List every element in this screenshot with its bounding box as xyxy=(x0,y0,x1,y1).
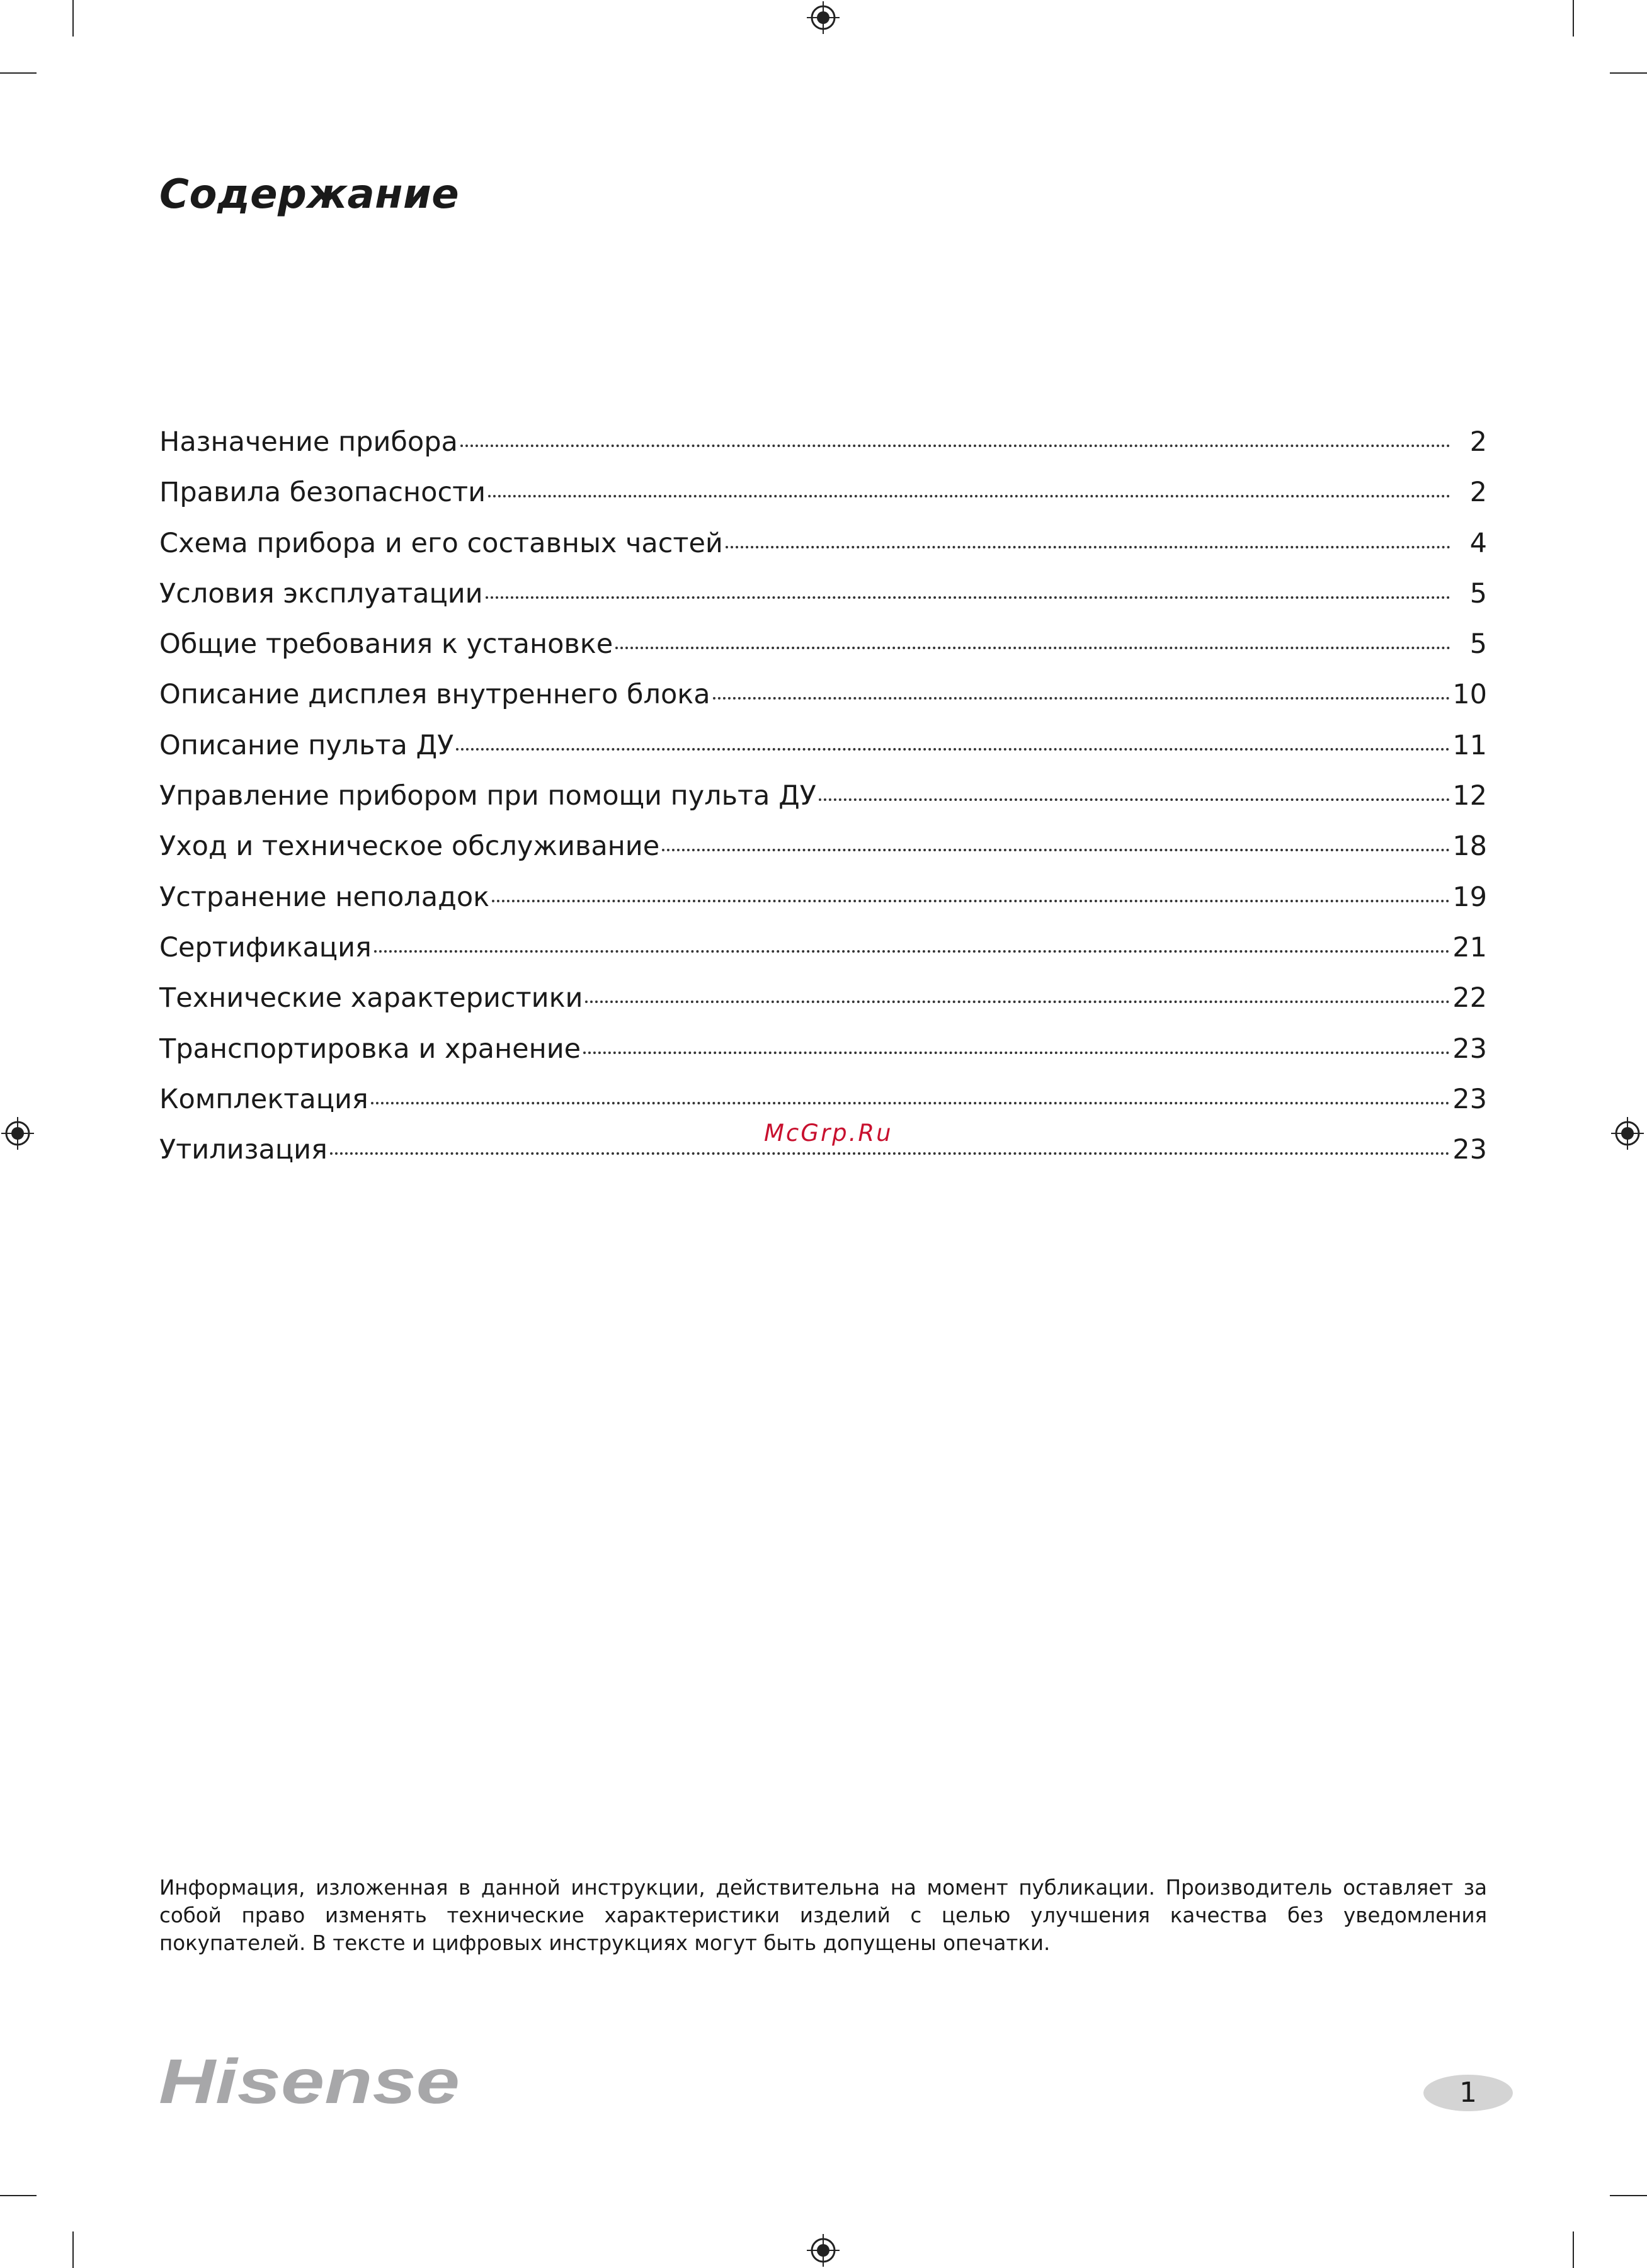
toc-entry-label: Транспортировка и хранение xyxy=(159,1033,581,1065)
toc-leader-dots xyxy=(330,1152,1450,1155)
toc-leader-dots xyxy=(819,798,1450,801)
page-number-badge xyxy=(1423,2075,1513,2111)
toc-entry[interactable] xyxy=(159,569,1487,619)
toc-leader-dots xyxy=(460,445,1450,447)
toc-leader-dots xyxy=(456,748,1450,751)
toc-entry-label: Условия эксплуатации xyxy=(159,577,483,610)
toc-leader-dots xyxy=(713,697,1450,700)
crop-mark xyxy=(1573,2231,1574,2268)
toc-entry-page: 5 xyxy=(1469,577,1487,610)
toc-entry-label: Общие требования к установке xyxy=(159,628,613,661)
toc-entry-label: Управление прибором при помощи пульта ДУ xyxy=(159,780,816,812)
toc-entry-label: Утилизация xyxy=(159,1134,328,1166)
toc-entry-label: Технические характеристики xyxy=(159,982,583,1014)
registration-mark-icon xyxy=(1610,1116,1645,1151)
watermark: McGrp.Ru xyxy=(764,1120,893,1147)
toc-entry[interactable] xyxy=(159,467,1487,518)
toc-leader-dots xyxy=(492,900,1450,902)
toc-entry-label: Устранение неполадок xyxy=(159,881,490,913)
toc-leader-dots xyxy=(615,647,1450,649)
toc-entry-page: 4 xyxy=(1469,527,1487,559)
crop-mark xyxy=(72,2231,74,2268)
crop-mark xyxy=(1610,72,1647,74)
crop-mark xyxy=(1573,0,1574,37)
toc-entry-label: Сертификация xyxy=(159,931,372,963)
toc-entry-page: 2 xyxy=(1469,426,1487,458)
toc-entry[interactable] xyxy=(159,922,1487,973)
page-number: 1 xyxy=(1459,2077,1477,2109)
toc-entry-page: 12 xyxy=(1452,780,1487,812)
toc-leader-dots xyxy=(662,849,1450,851)
toc-entry-page: 23 xyxy=(1452,1134,1487,1166)
toc-entry[interactable] xyxy=(159,518,1487,569)
toc-entry[interactable] xyxy=(159,771,1487,821)
toc-entry-page: 23 xyxy=(1452,1033,1487,1065)
toc-entry-page: 5 xyxy=(1469,628,1487,661)
crop-mark xyxy=(0,72,37,74)
toc-entry-page: 2 xyxy=(1469,477,1487,509)
toc-entry-page: 23 xyxy=(1452,1083,1487,1115)
registration-mark-icon xyxy=(806,2233,841,2268)
crop-mark xyxy=(0,2195,37,2196)
toc-entry-label: Комплектация xyxy=(159,1083,368,1115)
registration-mark-icon xyxy=(0,1116,35,1151)
registration-mark-icon xyxy=(806,0,841,35)
toc-leader-dots xyxy=(583,1052,1450,1054)
toc-leader-dots xyxy=(726,546,1450,548)
toc-entry-label: Описание дисплея внутреннего блока xyxy=(159,679,710,711)
toc-leader-dots xyxy=(486,596,1450,599)
table-of-contents xyxy=(159,417,1487,1175)
toc-entry-label: Описание пульта ДУ xyxy=(159,729,454,761)
page-title: Содержание xyxy=(159,171,460,218)
toc-entry-page: 21 xyxy=(1452,931,1487,963)
disclaimer-text: Информация, изложенная в данной инструкции, действительна на момент публикации. Производитель оставляет за собой право изменять технические характеристики изделий с целью улучшения качества без уведомления покупателей. В тексте и цифровых инструкциях могут быть допущены опечатки. xyxy=(159,1876,1487,1955)
toc-leader-dots xyxy=(488,495,1450,497)
toc-entry-label: Схема прибора и его составных частей xyxy=(159,527,723,559)
toc-entry-label: Правила безопасности xyxy=(159,477,486,509)
crop-mark xyxy=(1610,2195,1647,2196)
toc-entry[interactable] xyxy=(159,619,1487,669)
crop-mark xyxy=(72,0,74,37)
toc-entry-page: 22 xyxy=(1452,982,1487,1014)
toc-entry[interactable] xyxy=(159,1024,1487,1074)
toc-leader-dots xyxy=(585,1001,1450,1003)
toc-entry[interactable] xyxy=(159,821,1487,871)
toc-entry[interactable] xyxy=(159,1074,1487,1125)
toc-entry[interactable] xyxy=(159,720,1487,771)
toc-entry-label: Уход и техническое обслуживание xyxy=(159,831,660,863)
toc-entry[interactable] xyxy=(159,872,1487,922)
toc-entry-page: 10 xyxy=(1452,679,1487,711)
toc-entry[interactable] xyxy=(159,417,1487,467)
toc-entry-page: 19 xyxy=(1452,881,1487,913)
toc-entry-label: Назначение прибора xyxy=(159,426,458,458)
brand-logo xyxy=(159,2054,461,2111)
toc-entry[interactable] xyxy=(159,669,1487,720)
toc-leader-dots xyxy=(374,950,1450,953)
toc-entry-page: 11 xyxy=(1452,729,1487,761)
toc-entry[interactable] xyxy=(159,973,1487,1023)
brand-logo-text: Hisense xyxy=(159,2054,460,2111)
toc-entry-page: 18 xyxy=(1452,831,1487,863)
toc-leader-dots xyxy=(371,1102,1450,1104)
